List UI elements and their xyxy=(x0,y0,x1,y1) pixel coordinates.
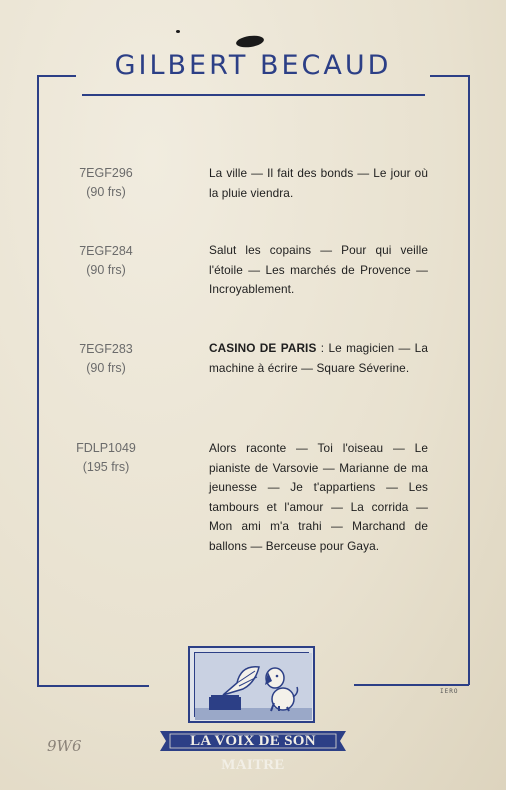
ink-stain xyxy=(235,34,264,49)
record-price: (195 frs) xyxy=(82,460,130,474)
record-tracks: Alors raconte — Toi l'oiseau — Le pianiste de Varsovie — Marianne de ma jeunesse — Je t'appartiens — Les tambours et l'amour — La corrida — Mon ami m'a trahi — Marchand de ballons — Berceuse pour Gaya. xyxy=(209,441,428,553)
record-ref-block xyxy=(60,164,152,202)
record-ref-block xyxy=(60,340,152,378)
dog-gramophone-icon xyxy=(195,653,312,720)
frame-top-right-line xyxy=(430,75,470,77)
record-price: (90 frs) xyxy=(86,361,126,375)
brand-name: LA VOIX DE SON MAITRE xyxy=(190,733,316,773)
printer-imprint: IERO xyxy=(440,688,459,695)
brand-banner xyxy=(160,729,346,773)
record-ref: 7EGF296 xyxy=(79,166,133,180)
record-ref: 7EGF284 xyxy=(79,244,133,258)
handwritten-note: 9W6 xyxy=(47,737,82,755)
record-price: (90 frs) xyxy=(86,185,126,199)
record-ref-block xyxy=(60,242,152,280)
record-ref: FDLP1049 xyxy=(76,441,136,455)
frame-right-line xyxy=(468,75,470,685)
record-price: (90 frs) xyxy=(86,263,126,277)
record-tracks-block xyxy=(209,339,428,378)
record-tracks: La ville — Il fait des bonds — Le jour où la pluie viendra. xyxy=(209,166,428,200)
frame-left-line xyxy=(37,75,39,686)
page-title: GILBERT BECAUD xyxy=(114,50,392,81)
title-underline xyxy=(82,94,425,96)
frame-bottom-right-line xyxy=(354,684,469,686)
record-tracks-prefix: CASINO DE PARIS xyxy=(209,341,317,355)
his-masters-voice-logo xyxy=(188,646,315,723)
ink-speck xyxy=(176,30,180,33)
record-tracks: : Le magicien — La machine à écrire — Square Séverine. xyxy=(209,341,428,375)
record-tracks: Salut les copains — Pour qui veille l'étoile — Les marchés de Provence — Incroyablement. xyxy=(209,243,428,296)
frame-top-left-line xyxy=(37,75,76,77)
frame-bottom-left-line xyxy=(37,685,149,687)
record-ref-block xyxy=(60,439,152,477)
logo-inner-panel xyxy=(194,652,309,717)
record-ref: 7EGF283 xyxy=(79,342,133,356)
